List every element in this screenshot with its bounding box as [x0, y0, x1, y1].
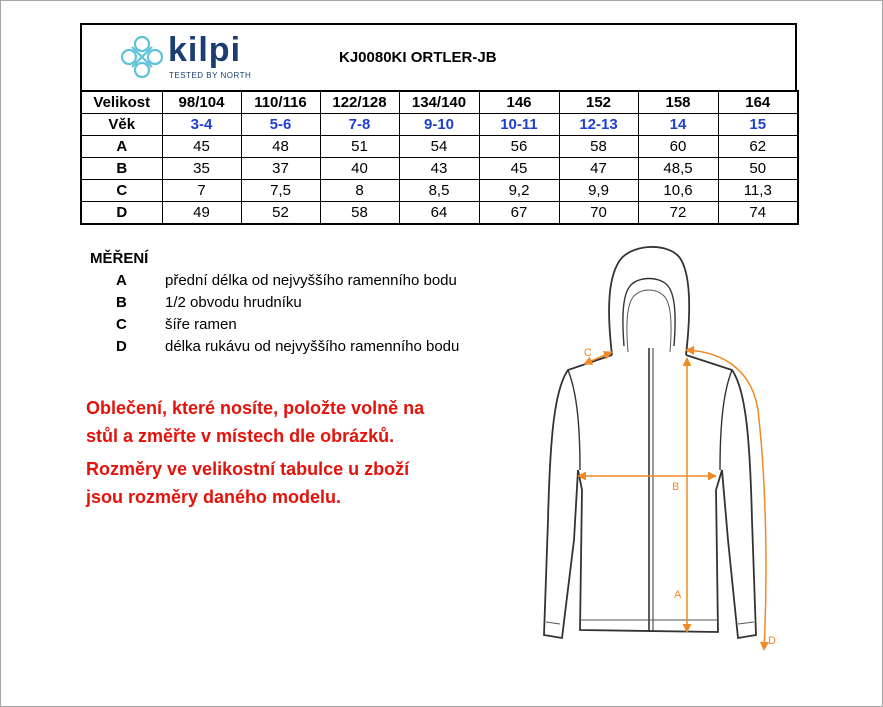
- size-header-label: Velikost: [81, 91, 162, 114]
- brand-name: kilpi: [168, 31, 242, 69]
- table-cell: 70: [559, 202, 638, 225]
- table-cell: 45: [479, 158, 559, 180]
- table-cell: 72: [638, 202, 718, 225]
- size-cell: 110/116: [241, 91, 320, 114]
- legend-item: [90, 294, 459, 316]
- diagram-label-c: C: [584, 347, 592, 359]
- age-cell: 7-8: [320, 114, 399, 136]
- age-cell: 12-13: [559, 114, 638, 136]
- table-cell: 58: [559, 136, 638, 158]
- row-label: D: [81, 202, 162, 225]
- table-cell: 37: [241, 158, 320, 180]
- table-cell: 45: [162, 136, 241, 158]
- row-label: A: [81, 136, 162, 158]
- measure-arrow-d: [686, 350, 766, 650]
- table-cell: 9,2: [479, 180, 559, 202]
- legend-desc: šíře ramen: [165, 316, 237, 333]
- table-cell: 54: [399, 136, 479, 158]
- table-cell: 56: [479, 136, 559, 158]
- instruction-line: stůl a změřte v místech dle obrázků.: [86, 426, 395, 446]
- size-cell: 98/104: [162, 91, 241, 114]
- age-cell: 5-6: [241, 114, 320, 136]
- brand-tagline: TESTED BY NORTH: [169, 71, 252, 80]
- legend-item: [90, 272, 459, 294]
- age-cell: 9-10: [399, 114, 479, 136]
- legend-item: [90, 338, 459, 360]
- measure-row-b: [81, 158, 798, 180]
- brand-logo: [118, 31, 252, 83]
- measurement-title: MĚŘENÍ: [90, 250, 149, 267]
- size-cell: 146: [479, 91, 559, 114]
- age-cell: 3-4: [162, 114, 241, 136]
- legend-desc: 1/2 obvodu hrudníku: [165, 294, 302, 311]
- legend-key: D: [116, 338, 127, 355]
- legend-desc: přední délka od nejvyššího ramenního bodu: [165, 272, 457, 289]
- legend-item: [90, 316, 459, 338]
- table-cell: 8,5: [399, 180, 479, 202]
- size-cell: 152: [559, 91, 638, 114]
- size-cell: 164: [718, 91, 798, 114]
- measure-row-a: [81, 136, 798, 158]
- table-cell: 62: [718, 136, 798, 158]
- size-table: [80, 90, 799, 225]
- disclaimer-note: [86, 455, 409, 511]
- row-label: B: [81, 158, 162, 180]
- disclaimer-line: jsou rozměry daného modelu.: [86, 487, 342, 507]
- table-cell: 9,9: [559, 180, 638, 202]
- measure-row-c: [81, 180, 798, 202]
- size-cell: 122/128: [320, 91, 399, 114]
- table-cell: 35: [162, 158, 241, 180]
- table-cell: 7: [162, 180, 241, 202]
- age-cell: 10-11: [479, 114, 559, 136]
- table-cell: 48,5: [638, 158, 718, 180]
- jacket-diagram: [540, 240, 800, 660]
- celtic-knot-icon: [118, 33, 166, 81]
- measurement-legend: [90, 250, 459, 360]
- table-cell: 7,5: [241, 180, 320, 202]
- table-cell: 48: [241, 136, 320, 158]
- table-cell: 58: [320, 202, 399, 225]
- size-header-row: [81, 91, 798, 114]
- table-cell: 11,3: [718, 180, 798, 202]
- jacket-hood: [609, 247, 689, 355]
- age-label: Věk: [81, 114, 162, 136]
- table-cell: 47: [559, 158, 638, 180]
- table-cell: 52: [241, 202, 320, 225]
- instruction-note: [86, 394, 424, 450]
- instruction-line: Oblečení, které nosíte, položte volně na: [86, 398, 425, 418]
- age-cell: 14: [638, 114, 718, 136]
- diagram-label-d: D: [768, 635, 776, 647]
- hood-inner: [623, 279, 675, 347]
- table-cell: 74: [718, 202, 798, 225]
- disclaimer-line: Rozměry ve velikostní tabulce u zboží: [86, 459, 410, 479]
- product-title: KJ0080KI ORTLER-JB: [339, 49, 497, 66]
- legend-desc: délka rukávu od nejvyššího ramenního bodu: [165, 338, 460, 355]
- row-label: C: [81, 180, 162, 202]
- legend-key: C: [116, 316, 127, 333]
- age-row: [81, 114, 798, 136]
- measure-row-d: [81, 202, 798, 225]
- legend-key: B: [116, 294, 127, 311]
- table-cell: 8: [320, 180, 399, 202]
- table-cell: 67: [479, 202, 559, 225]
- table-cell: 60: [638, 136, 718, 158]
- size-cell: 134/140: [399, 91, 479, 114]
- age-cell: 15: [718, 114, 798, 136]
- table-cell: 10,6: [638, 180, 718, 202]
- table-cell: 50: [718, 158, 798, 180]
- legend-key: A: [116, 272, 127, 289]
- diagram-label-b: B: [672, 481, 680, 493]
- table-cell: 64: [399, 202, 479, 225]
- diagram-label-a: A: [674, 589, 682, 601]
- table-cell: 49: [162, 202, 241, 225]
- size-cell: 158: [638, 91, 718, 114]
- table-cell: 43: [399, 158, 479, 180]
- table-cell: 40: [320, 158, 399, 180]
- table-cell: 51: [320, 136, 399, 158]
